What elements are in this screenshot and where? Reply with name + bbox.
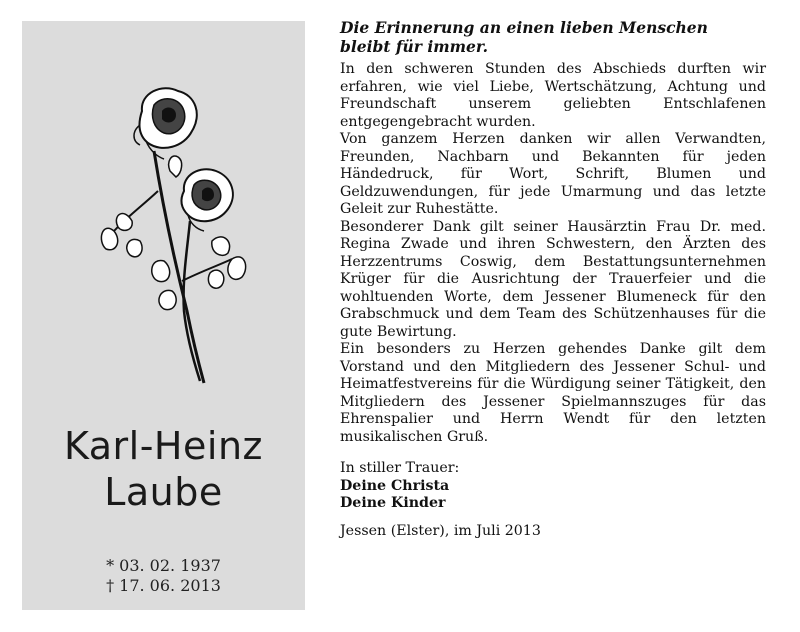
paragraph-2: Von ganzem Herzen danken wir allen Verwandten, Freunden, Nachbarn und Bekannten für jeden Händedruck, für Wort, Schrift, Blumen und Geldzuwendungen, für jede Umarmung und das letzte Geleit zur Ruhestätte. bbox=[340, 131, 766, 217]
signer-children: Deine Kinder bbox=[340, 495, 446, 511]
quote-heading-line-1: Die Erinnerung an einen lieben Menschen bbox=[340, 18, 708, 37]
deceased-first-name: Karl-Heinz bbox=[64, 424, 263, 468]
memorial-panel bbox=[22, 21, 305, 610]
deceased-name bbox=[22, 423, 305, 515]
rose-icon bbox=[92, 81, 252, 391]
mourning-line: In stiller Trauer: bbox=[340, 460, 460, 476]
death-date: † 17. 06. 2013 bbox=[106, 576, 221, 595]
paragraph-1: In den schweren Stunden des Abschieds durften wir erfahren, wie viel Liebe, Wertschätzung, Achtung und Freundschaft unserem geliebten Entschlafenen entgegengebracht wurden. bbox=[340, 61, 766, 130]
place-date: Jessen (Elster), im Juli 2013 bbox=[340, 522, 541, 539]
quote-heading bbox=[340, 18, 766, 56]
birth-date: * 03. 02. 1937 bbox=[106, 556, 221, 575]
quote-heading-line-2: bleibt für immer. bbox=[340, 37, 489, 56]
thank-you-text bbox=[340, 18, 766, 540]
signer-christa: Deine Christa bbox=[340, 477, 450, 494]
paragraph-4: Ein besonders zu Herzen gehendes Danke gilt dem Vorstand und den Mitgliedern des Jessener Schul- und Heimatfestvereins für die Würdigung seiner Tätigkeit, den Mitgliedern des Jessener Spielmannszuges für das Ehrenspalier und Herrn Wendt für den letzten musikalischen Gruß. bbox=[340, 341, 766, 445]
life-dates bbox=[22, 556, 305, 596]
paragraph-3: Besonderer Dank gilt seiner Hausärztin Frau Dr. med. Regina Zwade und ihren Schwestern, den Ärzten des Herzzentrums Coswig, dem Bestattungsunternehmen Krüger für die Ausrichtung der Trauerfeier und die wohltuenden Worte, dem Jessener Blumeneck für den Grabschmuck und dem Team des Schützenhauses für die gute Bewirtung. bbox=[340, 218, 766, 340]
deceased-last-name: Laube bbox=[104, 470, 223, 514]
